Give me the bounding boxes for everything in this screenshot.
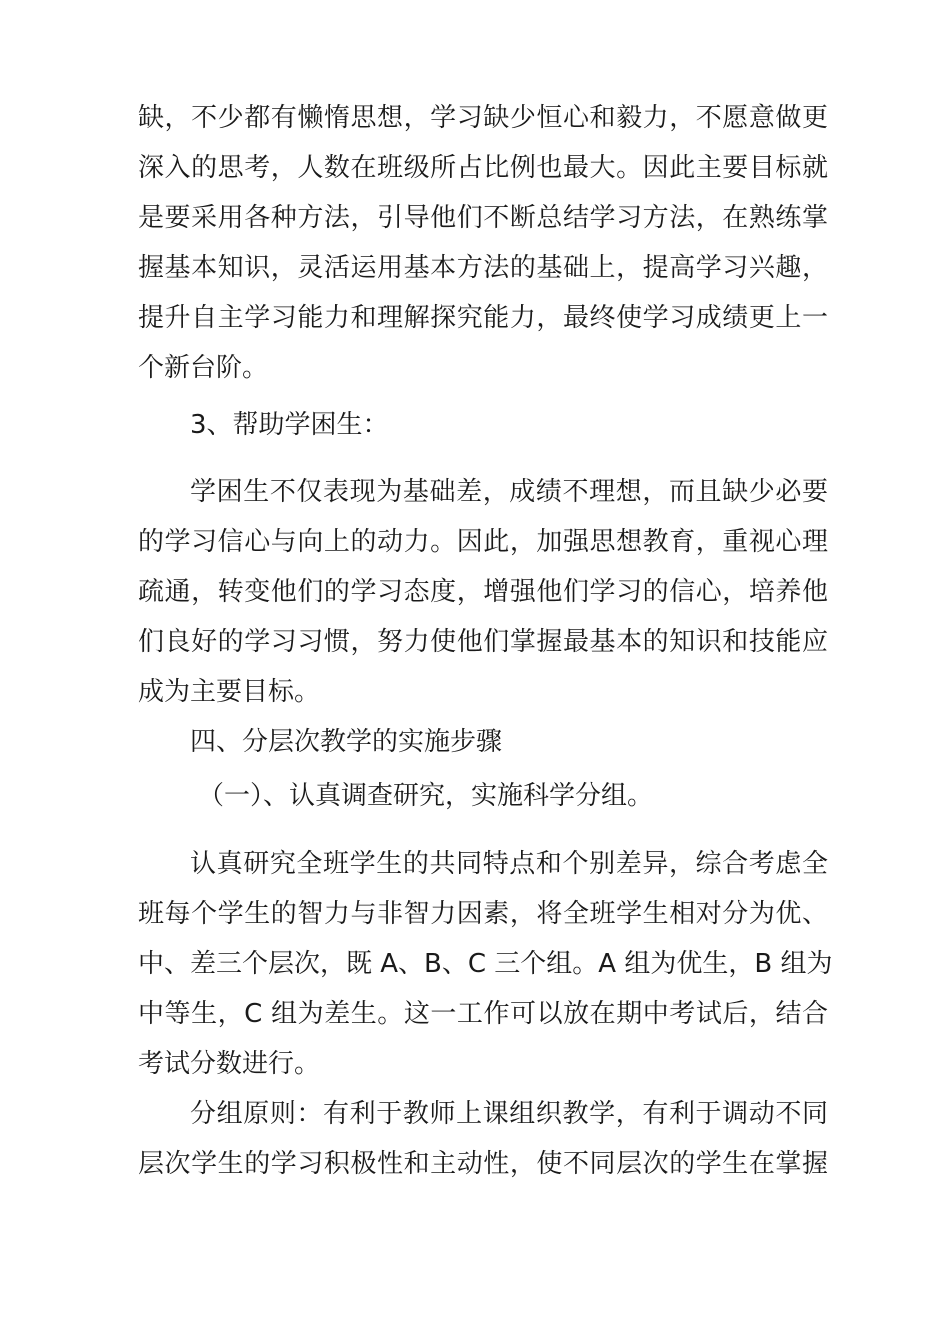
body-text-line: 中等生，C 组为差生。这一工作可以放在期中考试后，结合 — [138, 999, 828, 1029]
body-text-line: 握基本知识，灵活运用基本方法的基础上，提高学习兴趣， — [138, 253, 828, 283]
body-text-line: 认真研究全班学生的共同特点和个别差异，综合考虑全 — [190, 849, 828, 879]
body-text-line: 提升自主学习能力和理解探究能力，最终使学习成绩更上一 — [138, 303, 828, 333]
subsection-heading: （一）、认真调查研究，实施科学分组。 — [198, 781, 654, 811]
body-text-line: 深入的思考，人数在班级所占比例也最大。因此主要目标就 — [138, 153, 828, 183]
body-text-line: 学困生不仅表现为基础差，成绩不理想，而且缺少必要 — [190, 477, 828, 507]
section-heading: 3、帮助学困生： — [190, 410, 389, 440]
body-text-line: 分组原则：有利于教师上课组织教学，有利于调动不同 — [190, 1099, 828, 1129]
body-text-line: 的学习信心与向上的动力。因此，加强思想教育，重视心理 — [138, 527, 828, 557]
body-text-line: 班每个学生的智力与非智力因素，将全班学生相对分为优、 — [138, 899, 828, 929]
body-text-line: 考试分数进行。 — [138, 1049, 321, 1079]
body-text-line: 层次学生的学习积极性和主动性，使不同层次的学生在掌握 — [138, 1149, 828, 1179]
body-text-line: 疏通，转变他们的学习态度，增强他们学习的信心，培养他 — [138, 577, 828, 607]
body-text-line: 个新台阶。 — [138, 353, 269, 383]
body-text-line: 们良好的学习习惯，努力使他们掌握最基本的知识和技能应 — [138, 627, 828, 657]
body-text-line: 是要采用各种方法，引导他们不断总结学习方法，在熟练掌 — [138, 203, 828, 233]
body-text-line: 中、差三个层次，既 A、B、C 三个组。A 组为优生，B 组为 — [138, 949, 833, 979]
body-text-line: 缺，不少都有懒惰思想，学习缺少恒心和毅力，不愿意做更 — [138, 103, 828, 133]
body-text-line: 成为主要目标。 — [138, 677, 321, 707]
section-heading: 四、分层次教学的实施步骤 — [190, 727, 503, 757]
